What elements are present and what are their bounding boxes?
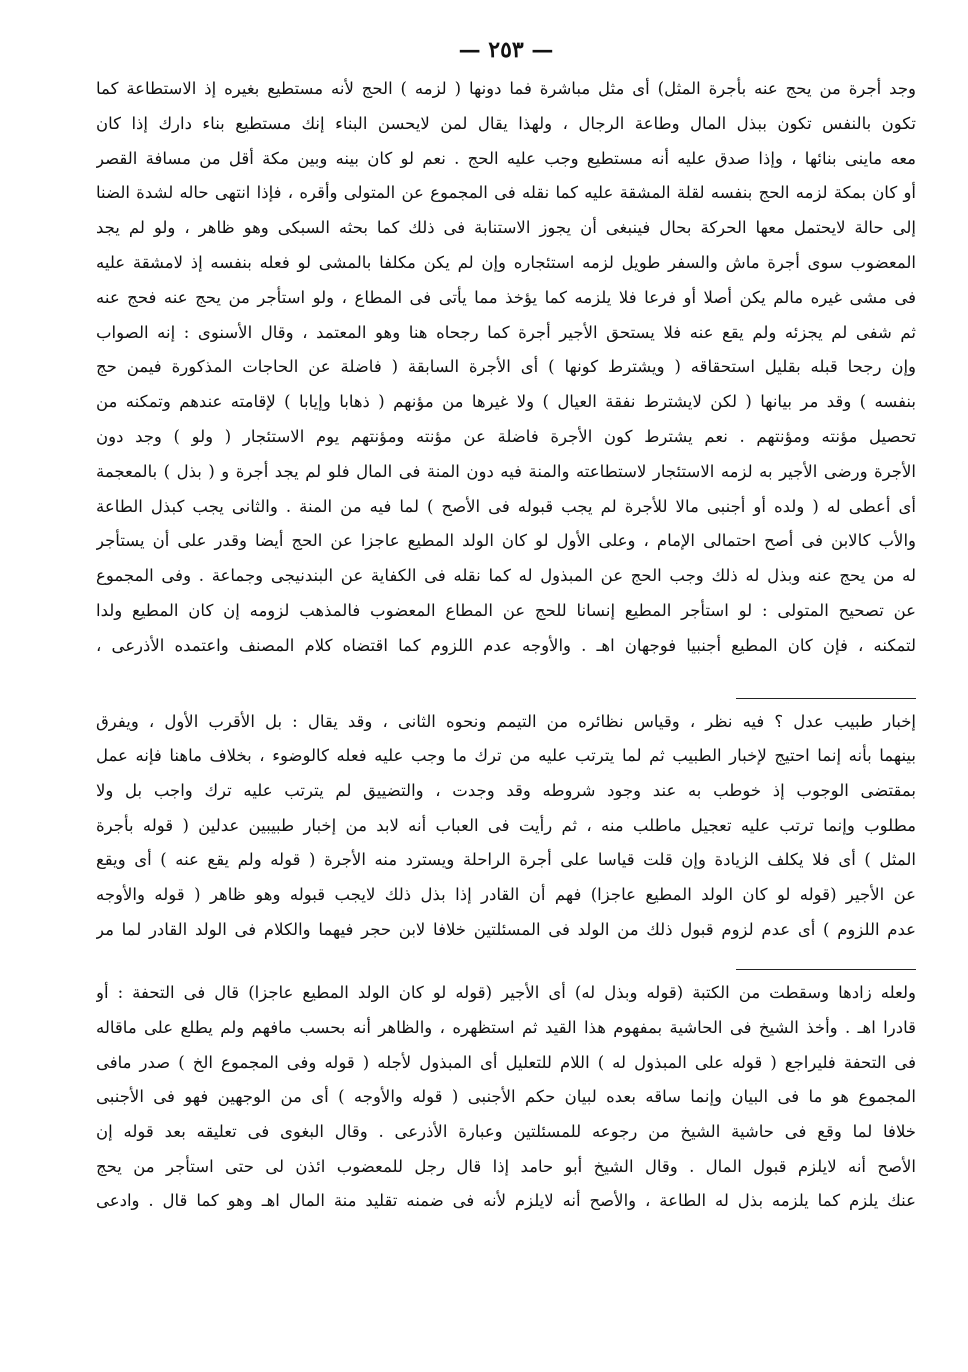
footnote-block-1 bbox=[96, 705, 916, 948]
text-line: أى أعطى له ( ولده أو أجنبى مالا للأجرة لم يجب قبوله فى الأصح ) لما فيه من المنة . والثانى يجب كبذل الطاعة bbox=[96, 496, 916, 516]
text-line: مطلوب وإنما ترتب عليه تعجيل ماطلب منه ، ثم رأيت فى العباب أنه لابد من إخبار طبيبين عدلين ( قوله بأجرة bbox=[96, 815, 916, 835]
text-line: بينهما بأنه إنما احتيج لإخبار الطبيب ثم لما يترتب عليه من ترك ما وجب عليه فعله كالوضوء ، بخلاف ماهنا فإنه عمل bbox=[96, 746, 916, 766]
text-line: خلافا لما وقع فى حاشية الشيخ من رجوعه للمسئلتين وعبارة الأذرعى . وقال البغوى فى تعليقه بعد قوله إن bbox=[96, 1122, 916, 1142]
text-line: ثم شفى لم يجزئه ولم يقع عنه فلا يستحق الأجير أجرة كما رجحاه هنا وهو المعتمد ، وقال الأسنوى : إنه الصواب bbox=[96, 322, 916, 342]
text-line: تحصيل مؤنته ومؤنتهم . نعم يشترط كون الأجرة فاضلة عن مؤنته ومؤنتهم يوم الاستئجار ( ولو ) وجد دون bbox=[96, 426, 916, 446]
text-line: له من يحج عنه وبذل له ذلك وجب الحج عن المبذول له كما نقله فى الكفاية عن البندنيجى وجماعة . وفى المجموع bbox=[96, 566, 916, 586]
text-line: تكون بالنفس تكون ببذل المال وطاعة الرجال ، ولهذا يقال لمن لايحسن البناء إنك مستطيع بناء دارك إذا كان bbox=[96, 113, 916, 133]
text-line: فى التحفة فليراجع ( قوله على المبذول له ) اللام للتعليل أى المبذول لأجله ( قوله وفى المجموع الخ ) صدر مافى bbox=[96, 1052, 916, 1072]
text-line: بنفسه ) وقد مر بيانها ( لكن لايشترط نفقة العيال ) ولا غيرها من مؤنهم ( ذهابا وإيابا ) لإقامته عندهم وتمكنه من bbox=[96, 392, 916, 412]
book-page bbox=[96, 28, 916, 1219]
text-line: عن الأجير (قوله لو كان الولد المطيع عاجزا) فهم أن القادر إذا بذل ذلك لايجب قبوله وهو ظاهر ( قوله والأوجه bbox=[96, 884, 916, 904]
text-line: ولعله زادها وسقطت من الكتبة (قوله وبذل له) أى الأجير (قوله لو كان الولد المطيع عاجزا) قال فى التحفة : أو bbox=[96, 983, 916, 1003]
text-line: وإن رجحا قبله بقليل استحقاقه ( ويشترط كونها ) أى الأجرة السابقة ( فاضلة عن الحاجات المذكورة فيمن حج bbox=[96, 357, 916, 377]
text-line: الأصح أنه لايلزم قبول المال . وقال الشيخ أبو حامد إذا قال رجل للمعضوب ائذن لى حتى استأجر من يحج bbox=[96, 1156, 916, 1176]
text-line: بمقتضى الوجوب إذ خوطب به عند وجود شروطه وقد وجدت ، والتضييق لم يترتب عليه ترك واجب بل ولا bbox=[96, 780, 916, 800]
text-line: لتمكنه ، فإن كان المطيع أجنبيا فوجهان اهـ . والأوجه عدم اللزوم كما اقتضاه كلام المصنف واعتمده الأذرعى ، bbox=[96, 635, 916, 655]
text-line: عنك يلزم كما يلزمه بذل له الطاعة ، والأصح أنه لايلزم لأنه فى ضمنه تقليد منة المال اهـ وهو كما قال . وادعى bbox=[96, 1191, 916, 1211]
text-line: إخبار طبيب عدل ؟ فيه نظر ، وقياس نظائره من التيمم ونحوه الثانى ، وقد يقال : بل الأقرب الأول ، ويفرق bbox=[96, 711, 916, 731]
text-line: والأب كالابن فى أصح احتمالى الإمام ، وعلى الأول لو كان الولد المطيع عاجزا عن الحج أيضا وقدر على أن يستأجر bbox=[96, 531, 916, 551]
text-line: قادرا اهـ . وأخذ الشيخ فى الحاشية بمفهوم هذا القيد ثم استظهره ، والظاهر أنه بحسب مافهم ولم يطلع على ماقاله bbox=[96, 1018, 916, 1038]
footnote-separator bbox=[736, 969, 916, 970]
text-line: المثل ) أى فلا يكلف الزيادة وإن قلت قياسا على أجرة الراحلة ويسترد منه الأجرة ( قوله ولم يقع عنه ) أى ويقع bbox=[96, 850, 916, 870]
text-line: عدم اللزوم ) أى عدم لزوم قبول ذلك من الولد فى المسئلتين خلافا لابن حجر فيهما والكلام فى الولد القادر لما مر bbox=[96, 919, 916, 939]
text-line: معه ماينى بنائها ، وإذا صدق عليه أنه مستطيع وجب عليه الحج . نعم لو كان بينه وبين مكة أقل من مسافة القصر bbox=[96, 148, 916, 168]
text-line: فى مشى غيره مالم يكن أصلا أو فرعا فلا يلزمه كما يؤخذ مما يأتى فى المطاع ، ولو استأجر من يحج عنه فحج عنه bbox=[96, 287, 916, 307]
text-line: أو كان بمكة لزمه الحج بنفسه لقلة المشقة عليه كما نقله فى المجموع عن المتولى وأقره ، فإذا انتهى حاله لشدة الضنا bbox=[96, 183, 916, 203]
text-line: إلى حالة لايحتمل معها الحركة بحال فينبغى أن يجوز الاستنابة فى ذلك كما بحثه السبكى وهو ظاهر ، ولو لم يجد bbox=[96, 218, 916, 238]
page-number: — ٢٥٣ — bbox=[458, 37, 554, 63]
text-line: عن تصحيح المتولى : لو استأجر المطيع إنسانا للحج عن المطاع المعضوب فالمذهب لزومه إن كان المطيع ولدا bbox=[96, 600, 916, 620]
text-line: الأجرة ورضى الأجير به لزمه الاستئجار لاستطاعته والمنة فيه دون المنة فى المال فلو لم يجد أجرة و ( بذل ) بالمعجمة bbox=[96, 461, 916, 481]
text-line: المجموع هو ما فى البيان وإنما ساقه بعده لبيان حكم الأجنبى ( قوله والأوجه ) أى من الوجهين فهو فى الأجنبى bbox=[96, 1087, 916, 1107]
footnote-separator bbox=[736, 698, 916, 699]
text-line: وجد أجرة من يحج عنه بأجرة المثل) أى مثل مباشرة فما دونها ( لزمه ) الحج لأنه مستطيع بغيره إذ الاستطاعة كما bbox=[96, 79, 916, 98]
main-text bbox=[96, 72, 916, 664]
text-line: المعضوب سوى أجرة ماش والسفر طويل لزمه استئجاره وإن لم يكن مكلفا بالمشى لو فعله بنفسه إذ لامشقة عليه bbox=[96, 252, 916, 272]
footnote-block-2 bbox=[96, 976, 916, 1219]
